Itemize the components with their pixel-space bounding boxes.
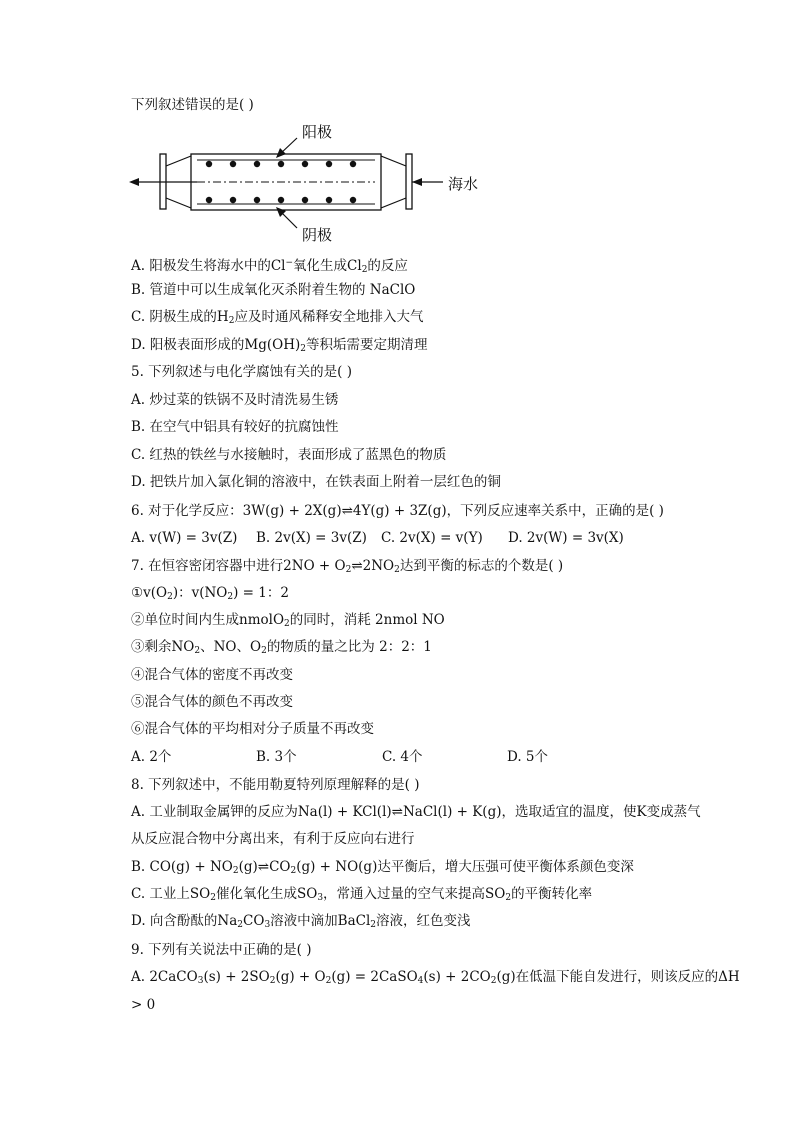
- option-a-prev: A. 阳极发生将海水中的Cl−氧化生成$Cl_2$的反应: [131, 258, 408, 275]
- q7-item-1: $①v(O_2)$：$v(NO_2) = 1$：2: [131, 585, 289, 602]
- q6-option-a: A. v(W) = 3v(Z): [131, 530, 238, 546]
- option-d-prev: D. 阳极表面形成的$Mg(OH)_2$等积垢需要定期清理: [131, 337, 428, 354]
- q8-stem: 8. 下列叙述中，不能用勒夏特列原理解释的是( ): [131, 777, 420, 793]
- q5-option-d: D. 把铁片加入氯化铜的溶液中，在铁表面上附着一层红色的铜: [131, 474, 501, 490]
- q9-stem: 9. 下列有关说法中正确的是( ): [131, 942, 312, 958]
- q7-option-d: D. 5个: [507, 749, 549, 765]
- right-flange: [406, 154, 412, 209]
- q9-option-a-line2: > 0: [131, 997, 156, 1013]
- option-b-prev: B. 管道中可以生成氧化灭杀附着生物的 NaClO: [131, 282, 416, 298]
- q8-option-c: C. 工业上$SO_2$催化氧化生成$SO_3$，常通入过量的空气来提高$SO_2$的平衡转化率: [131, 886, 593, 903]
- q7-option-b: B. 3个: [256, 749, 297, 765]
- q7-item-4: ④混合气体的密度不再改变: [131, 667, 293, 683]
- q6-option-d: D. 2v(W) = 3v(X): [508, 530, 624, 546]
- q5-stem: 5. 下列叙述与电化学腐蚀有关的是( ): [131, 364, 352, 380]
- q6-option-b: B. 2v(X) = 3v(Z): [256, 530, 367, 546]
- q5-option-b: B. 在空气中铝具有较好的抗腐蚀性: [131, 419, 339, 435]
- q5-option-c: C. 红热的铁丝与水接触时，表面形成了蓝黑色的物质: [131, 447, 447, 463]
- option-c-prev: C. 阴极生成的$H_2$应及时通风稀释安全地排入大气: [131, 309, 424, 326]
- q5-option-a: A. 炒过菜的铁锅不及时清洗易生锈: [131, 392, 339, 408]
- q8-option-d: D. 向含酚酞的$Na_2CO_3$溶液中滴加BaCl$_2$溶液，红色变浅: [131, 913, 471, 930]
- cathode-label: 阴极: [302, 226, 333, 244]
- seawater-inflow-arrow: [412, 178, 443, 186]
- seawater-label: 海水: [448, 175, 479, 193]
- anode-label: 阳极: [302, 123, 333, 141]
- q6-option-c: C. 2v(X) = v(Y): [381, 530, 483, 546]
- q7-option-a: A. 2个: [131, 749, 172, 765]
- q8-option-a-line2: 从反应混合物中分离出来，有利于反应向右进行: [131, 831, 415, 847]
- q6-stem: 6. 对于化学反应：3W(g) + 2X(g)⇌4Y(g) + 3Z(g)，下列反应速率关系中，正确的是( ): [131, 503, 664, 519]
- q7-item-2: ②单位时间内生成nmolO$_2$的同时，消耗 2nmol NO: [131, 612, 445, 629]
- q7-option-c: C. 4个: [382, 749, 423, 765]
- q8-option-a-line1: A. 工业制取金属钾的反应为Na(l) + KCl(l)⇌NaCl(l) + K(g)，选取适宜的温度，使K变成蒸气: [131, 804, 701, 820]
- q7-item-6: ⑥混合气体的平均相对分子质量不再改变: [131, 721, 374, 737]
- q7-item-5: ⑤混合气体的颜色不再改变: [131, 694, 293, 710]
- q9-option-a-line1: A. 2CaCO$_3$(s) + $2SO_2(g) + O_2(g)$ = 2CaSO$_4$(s) + $2CO_2(g)$在低温下能自发进行，则该反应的ΔH: [131, 969, 740, 986]
- q8-option-b: B. $CO(g) + NO_2(g)\rightleftharpoons CO_2(g) + NO(g)$达平衡后，增大压强可使平衡体系颜色变深: [131, 859, 634, 876]
- question-stem: 下列叙述错误的是( ): [131, 97, 254, 113]
- q7-stem: 7. 在恒容密闭容器中进行$2NO + O_2\rightleftharpoons 2NO_2$达到平衡的标志的个数是( ): [131, 558, 564, 575]
- q7-item-3: ③剩余$NO_2$、NO、$O_2$的物质的量之比为 2：2：1: [131, 639, 432, 656]
- electrolysis-pipe-diagram: [125, 118, 495, 250]
